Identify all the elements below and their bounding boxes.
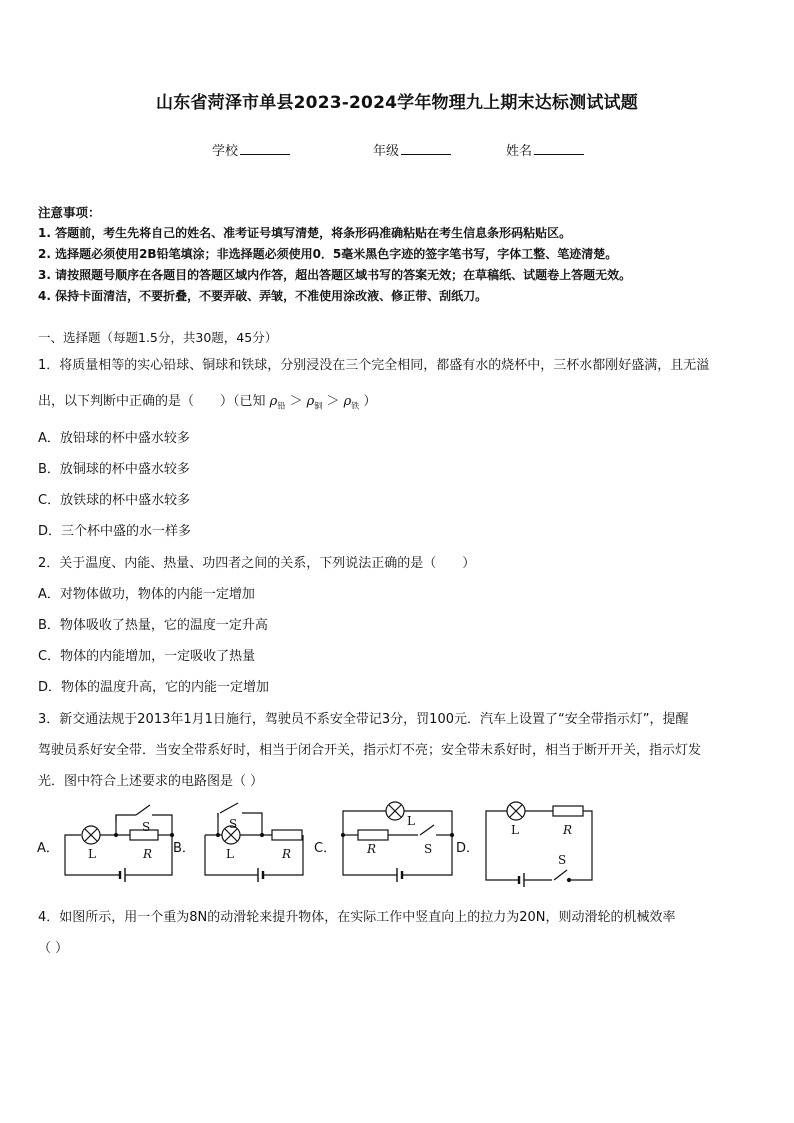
q2-option-d[interactable]: D．物体的温度升高，它的内能一定增加 [38,680,270,695]
lamp-b-label: L [226,847,234,861]
note-item: 1. 答题前，考生先将自己的姓名、准考证号填写清楚，将条形码准确粘贴在考生信息条形码粘贴区。 [38,226,572,240]
q1-option-b[interactable]: B．放铜球的杯中盛水较多 [38,462,190,477]
switch-d-label: S [558,853,567,867]
gt-sign: ＞ [326,394,340,409]
resistor-d [553,806,583,816]
lamp-d-label: L [511,823,519,837]
option-a-label[interactable]: A． [37,841,59,856]
resistor-a-label: R [143,847,153,861]
notes-heading: 注意事项： [38,205,101,220]
resistor-b-label: R [282,847,292,861]
q2-stem: 2．关于温度、内能、热量、功四者之间的关系，下列说法正确的是（ ） [38,556,476,571]
q1-option-d[interactable]: D．三个杯中盛的水一样多 [38,524,192,539]
section-heading: 一、选择题（每题1.5分，共30题，45分） [38,330,278,345]
note-item: 2. 选择题必须使用2B铅笔填涂；非选择题必须使用0．5毫米黑色字迹的签字笔书写，字体工整、笔迹清楚。 [38,247,618,261]
switch-c [420,825,434,835]
resistor-d-label: R [563,823,573,837]
school-field [212,140,290,159]
density-copper: $\rho_铜$ [306,394,323,411]
circuit-b[interactable] [205,803,303,882]
school-blank[interactable] [240,143,290,155]
q3-stem-line1: 3．新交通法规于2013年1月1日施行，驾驶员不系安全带记3分，罚100元．汽车上设置了“安全带指示灯”，提醒 [38,712,689,727]
q2-option-c[interactable]: C．物体的内能增加，一定吸收了热量 [38,649,256,664]
lamp-c-label: L [407,814,415,828]
circuit-a[interactable] [65,805,174,882]
switch-a-label: S [142,820,151,834]
q3-stem-line2: 驾驶员系好安全带．当安全带系好时，相当于闭合开关，指示灯不亮；安全带未系好时，相当于断开开关，指示灯发 [38,743,702,758]
page-title: 山东省菏泽市单县2023-2024学年物理九上期末达标测试试题 [156,93,638,113]
q1-stem-text: 出，以下判断中正确的是（ ）（已知 [38,394,266,409]
resistor-c-label: R [367,842,377,856]
name-field [506,140,584,159]
circuit-c[interactable] [342,802,454,882]
q2-option-a[interactable]: A．对物体做功，物体的内能一定增加 [38,587,255,602]
q1-option-c[interactable]: C．放铁球的杯中盛水较多 [38,493,191,508]
q1-stem-line2 [38,390,376,412]
switch-b-label: S [229,817,238,831]
option-c-label[interactable]: C． [314,841,337,856]
close-paren: ） [363,394,377,409]
note-item: 4. 保持卡面清洁，不要折叠，不要弄破、弄皱，不准使用涂改液、修正带、刮纸刀。 [38,289,488,303]
option-b-label[interactable]: B． [173,841,195,856]
name-blank[interactable] [534,143,584,155]
grade-field [373,140,451,159]
circuit-d[interactable] [486,802,592,887]
q2-option-b[interactable]: B．物体吸收了热量，它的温度一定升高 [38,618,268,633]
q1-stem-line1: 1．将质量相等的实心铅球、铜球和铁球，分别浸没在三个完全相同，都盛有水的烧杯中，三杯水都刚好盛满，且无溢 [38,358,710,373]
q3-stem-line3: 光．图中符合上述要求的电路图是（ ） [38,774,264,789]
q4-stem-line2: （ ） [38,941,69,956]
q4-stem-line1: 4．如图所示，用一个重为8N的动滑轮来提升物体，在实际工作中竖直向上的拉力为20N，则动滑轮的机械效率 [38,910,676,925]
circuit-diagrams [0,795,794,905]
resistor-c [358,830,388,840]
school-label: 学校 [212,144,239,159]
switch-c-label: S [424,842,433,856]
q1-option-a[interactable]: A．放铅球的杯中盛水较多 [38,431,190,446]
name-label: 姓名 [506,144,533,159]
switch-d [554,870,567,880]
resistor-b [272,830,302,840]
gt-sign: ＞ [289,394,303,409]
density-iron: $\rho_铁$ [343,394,360,411]
grade-blank[interactable] [401,143,451,155]
grade-label: 年级 [373,144,400,159]
switch-b [220,803,238,813]
option-d-label[interactable]: D． [456,841,480,856]
density-lead: $\rho_铅$ [269,394,286,411]
switch-a [136,805,150,815]
note-item: 3. 请按照题号顺序在各题目的答题区域内作答，超出答题区域书写的答案无效；在草稿纸、试题卷上答题无效。 [38,268,632,282]
lamp-a-label: L [88,847,96,861]
